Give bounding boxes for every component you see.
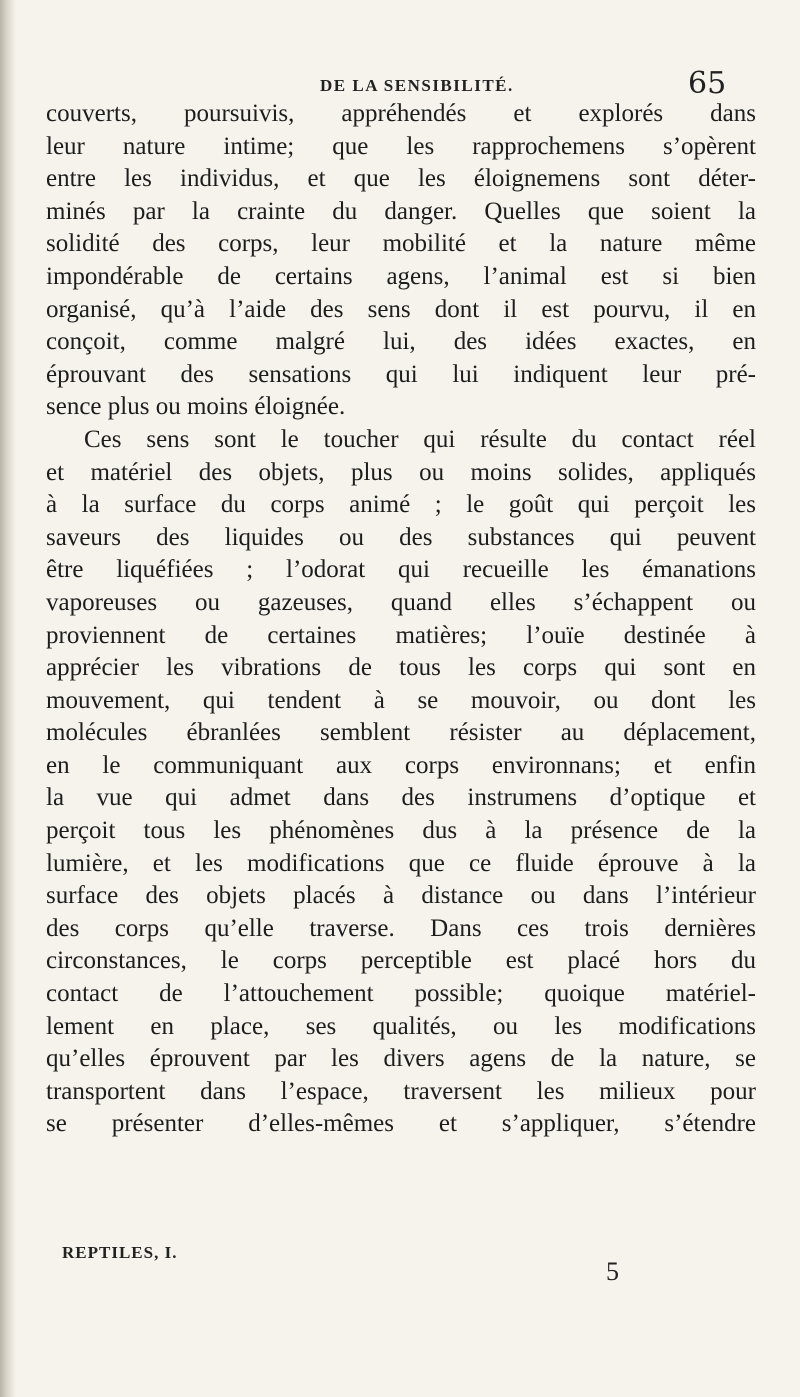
text-line: à la surface du corps animé ; le goût qui perçoit les — [46, 491, 756, 519]
text-line: entre les individus, et que les éloignemens sont déter- — [46, 165, 756, 193]
text-line: apprécier les vibrations de tous les corps qui sont en — [46, 654, 756, 682]
text-line: leur nature intime; que les rapprochemens s’opèrent — [46, 132, 756, 160]
text-line: être liquéfiées ; l’odorat qui recueille les émanations — [46, 556, 756, 584]
body-text — [46, 98, 756, 1141]
page-number: 65 — [688, 66, 727, 101]
text-line: contact de l’attouchement possible; quoique matériel- — [46, 980, 756, 1008]
text-line: perçoit tous les phénomènes dus à la présence de la — [46, 817, 756, 845]
text-line: qu’elles éprouvent par les divers agens de la nature, se — [46, 1045, 756, 1073]
text-line: circonstances, le corps perceptible est placé hors du — [46, 947, 756, 975]
page-gutter-shadow — [0, 0, 16, 1397]
text-line: en le communiquant aux corps environnans; et enfin — [46, 751, 756, 779]
running-title: DE LA SENSIBILITÉ. — [320, 76, 514, 95]
text-line: sence plus ou moins éloignée. — [46, 393, 346, 421]
text-line: impondérable de certains agens, l’animal est si bien — [46, 262, 756, 290]
text-line: vaporeuses ou gazeuses, quand elles s’échappent ou — [46, 588, 756, 616]
text-line: éprouvant des sensations qui lui indiquent leur pré- — [46, 360, 756, 388]
text-line: des corps qu’elle traverse. Dans ces trois dernières — [46, 914, 756, 942]
text-line: couverts, poursuivis, appréhendés et explorés dans — [46, 100, 756, 127]
text-line: lement en place, ses qualités, ou les modifications — [46, 1012, 756, 1040]
sheet-number: 5 — [606, 1257, 619, 1286]
text-line: minés par la crainte du danger. Quelles que soient la — [46, 197, 756, 225]
text-line: lumière, et les modifications que ce fluide éprouve à la — [46, 849, 756, 877]
text-line: saveurs des liquides ou des substances qui peuvent — [46, 523, 756, 551]
text-line: mouvement, qui tendent à se mouvoir, ou dont les — [46, 686, 756, 714]
text-line: la vue qui admet dans des instrumens d’optique et — [46, 784, 756, 812]
text-line: surface des objets placés à distance ou dans l’intérieur — [46, 882, 756, 910]
text-line: organisé, qu’à l’aide des sens dont il est pourvu, il en — [46, 295, 756, 323]
text-line: se présenter d’elles-mêmes et s’appliquer, s’étendre — [46, 1110, 756, 1138]
text-line: transportent dans l’espace, traversent les milieux pour — [46, 1077, 756, 1105]
text-line: solidité des corps, leur mobilité et la nature même — [46, 230, 756, 258]
text-line: et matériel des objets, plus ou moins solides, appliqués — [46, 458, 756, 486]
text-line: conçoit, comme malgré lui, des idées exactes, en — [46, 328, 756, 356]
text-line: molécules ébranlées semblent résister au déplacement, — [46, 719, 756, 747]
text-line: Ces sens sont le toucher qui résulte du contact réel — [84, 425, 756, 453]
text-line: proviennent de certaines matières; l’ouïe destinée à — [46, 621, 756, 649]
printer-signature: REPTILES, I. — [62, 1243, 178, 1262]
